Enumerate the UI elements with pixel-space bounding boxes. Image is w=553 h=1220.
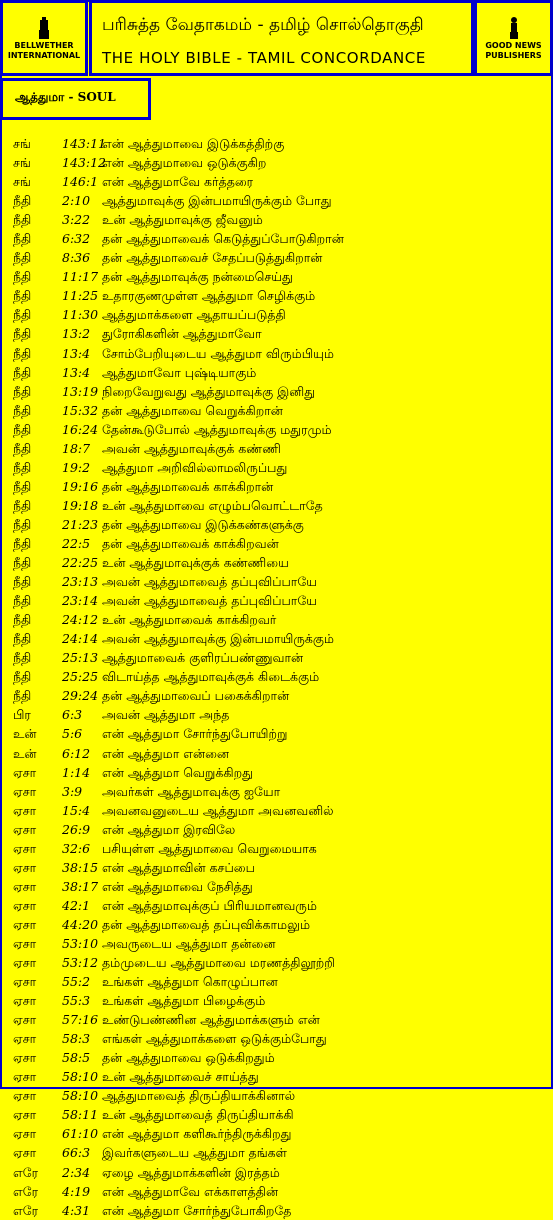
entry-text: தன் ஆத்துமாவுக்கு நன்மைசெய்து — [102, 269, 293, 285]
entry-text: உங்கள் ஆத்துமா பிழைக்கும் — [102, 993, 266, 1009]
entry-reference: 19:18 — [62, 497, 99, 513]
entry-reference: 29:24 — [62, 688, 99, 704]
entry-text: ஆத்துமாக்களை ஆதாயப்படுத்தி — [102, 307, 286, 323]
entry-text: உன் ஆத்துமாவைச் சாய்த்து — [102, 1069, 259, 1085]
entry-reference: 13:4 — [62, 345, 91, 361]
entry-reference: 13:19 — [62, 383, 99, 399]
list-item — [13, 496, 549, 515]
entry-reference: 42:1 — [62, 897, 91, 913]
entry-book: ஏசா — [13, 1069, 37, 1085]
entry-text: என் ஆத்துமாவே கர்த்தரை — [102, 174, 254, 190]
entry-book: நீதி — [13, 631, 32, 647]
entry-book: ஏசா — [13, 1012, 37, 1028]
entry-text: ஏழை ஆத்துமாக்களின் இரத்தம் — [102, 1164, 280, 1180]
entry-reference: 44:20 — [62, 916, 99, 932]
entry-text: ஆத்துமாவுக்கு இன்பமாயிருக்கும் போது — [102, 193, 332, 209]
list-item — [13, 686, 549, 705]
list-item — [13, 1124, 549, 1143]
entry-book: எரே — [13, 1164, 39, 1180]
entry-text: தன் ஆத்துமாவைச் சேதப்படுத்துகிறான் — [102, 250, 323, 266]
entry-book: நீதி — [13, 574, 32, 590]
entry-reference: 55:2 — [62, 974, 91, 990]
entry-book: நீதி — [13, 688, 32, 704]
entry-book: ஏசா — [13, 935, 37, 951]
list-item — [13, 744, 549, 763]
entry-text: தேன்கூடுபோல் ஆத்துமாவுக்கு மதுரமும் — [102, 421, 332, 437]
entry-reference: 58:3 — [62, 1031, 91, 1047]
list-item — [13, 344, 549, 363]
list-item — [13, 305, 549, 324]
list-item — [13, 1010, 549, 1029]
good-news-logo-text: GOOD NEWS PUBLISHERS — [485, 41, 542, 60]
list-item — [13, 629, 549, 648]
list-item — [13, 134, 549, 153]
entry-book: ஏசா — [13, 1107, 37, 1123]
entry-reference: 6:12 — [62, 745, 91, 761]
list-item — [13, 439, 549, 458]
entry-book: நீதி — [13, 497, 32, 513]
concordance-list — [13, 134, 549, 1220]
entry-reference: 38:17 — [62, 878, 99, 894]
entry-text: என் ஆத்துமாவே எக்காளத்தின் — [102, 1183, 279, 1199]
entry-text: அவன் ஆத்துமாவைத் தப்புவிப்பாயே — [102, 574, 317, 590]
entry-reference: 23:14 — [62, 593, 99, 609]
entry-text: விடாய்த்த ஆத்துமாவுக்குக் கிடைக்கும் — [102, 669, 320, 685]
list-item — [13, 991, 549, 1010]
entry-text: தன் ஆத்துமாவைக் காக்கிறான் — [102, 478, 274, 494]
entry-reference: 146:1 — [62, 174, 99, 190]
entry-text: ஆத்துமாவைத் திருப்தியாக்கினால் — [102, 1088, 296, 1104]
list-item — [13, 286, 549, 305]
list-item — [13, 591, 549, 610]
list-item — [13, 858, 549, 877]
entry-book: நீதி — [13, 402, 32, 418]
entry-reference: 22:25 — [62, 555, 99, 571]
list-item — [13, 248, 549, 267]
entry-book: ஏசா — [13, 955, 37, 971]
list-item — [13, 153, 549, 172]
entry-book: ஏசா — [13, 974, 37, 990]
entry-text: அவர்கள் ஆத்துமாவுக்கு ஐயோ — [102, 783, 281, 799]
list-item — [13, 1143, 549, 1162]
entry-reference: 25:25 — [62, 669, 99, 685]
entry-reference: 24:14 — [62, 631, 99, 647]
list-item — [13, 172, 549, 191]
list-item — [13, 877, 549, 896]
entry-book: ஏசா — [13, 897, 37, 913]
list-item — [13, 1182, 549, 1201]
list-item — [13, 820, 549, 839]
entry-reference: 19:16 — [62, 478, 99, 494]
word-heading-box — [0, 78, 151, 120]
good-news-logo — [477, 17, 550, 61]
entry-book: நீதி — [13, 250, 32, 266]
entry-text: உங்கள் ஆத்துமா கொழுப்பான — [102, 974, 278, 990]
list-item — [13, 324, 549, 343]
list-item — [13, 1105, 549, 1124]
entry-text: எங்கள் ஆத்துமாக்களை ஒடுக்கும்போது — [102, 1031, 327, 1047]
entry-book: நீதி — [13, 593, 32, 609]
entry-reference: 58:11 — [62, 1107, 99, 1123]
entry-text: தன் ஆத்துமாவை ஒடுக்கிறதும் — [102, 1050, 275, 1066]
entry-text: என் ஆத்துமா களிகூர்ந்திருக்கிறது — [102, 1126, 292, 1142]
entry-book: உன் — [13, 726, 37, 742]
entry-book: நீதி — [13, 612, 32, 628]
list-item — [13, 705, 549, 724]
entry-reference: 2:34 — [62, 1164, 91, 1180]
list-item — [13, 534, 549, 553]
entry-reference: 21:23 — [62, 516, 99, 532]
entry-text: தன் ஆத்துமாவை இடுக்கண்களுக்கு — [102, 516, 304, 532]
entry-reference: 24:12 — [62, 612, 99, 628]
entry-text: உன் ஆத்துமாவைத் திருப்தியாக்கி — [102, 1107, 294, 1123]
good-news-icon — [508, 17, 520, 39]
entry-text: என் ஆத்துமாவை நேசித்து — [102, 878, 253, 894]
entry-reference: 6:32 — [62, 231, 91, 247]
entry-text: தம்முடைய ஆத்துமாவை மரணத்திலூற்றி — [102, 955, 336, 971]
list-item — [13, 953, 549, 972]
entry-reference: 19:2 — [62, 459, 91, 475]
entry-text: சோம்பேறியுடைய ஆத்துமா விரும்பியும் — [102, 345, 334, 361]
entry-book: பிர — [13, 707, 31, 723]
entry-reference: 61:10 — [62, 1126, 99, 1142]
entry-book: நீதி — [13, 193, 32, 209]
word-heading: ஆத்துமா - SOUL — [15, 90, 116, 104]
entry-text: நிறைவேறுவது ஆத்துமாவுக்கு இனிது — [102, 383, 316, 399]
entry-book: நீதி — [13, 421, 32, 437]
entry-text: அவன் ஆத்துமா அந்த — [102, 707, 230, 723]
entry-book: ஏசா — [13, 802, 37, 818]
entry-reference: 15:4 — [62, 802, 91, 818]
entry-book: நீதி — [13, 555, 32, 571]
entry-book: ஏசா — [13, 1088, 37, 1104]
entry-reference: 1:14 — [62, 764, 91, 780]
entry-book: நீதி — [13, 516, 32, 532]
entry-reference: 58:10 — [62, 1069, 99, 1085]
entry-book: ஏசா — [13, 993, 37, 1009]
entry-book: நீதி — [13, 231, 32, 247]
list-item — [13, 972, 549, 991]
entry-book: ஏசா — [13, 1126, 37, 1142]
bellwether-icon — [38, 17, 50, 39]
entry-book: ஏசா — [13, 783, 37, 799]
entry-reference: 4:19 — [62, 1183, 91, 1199]
entry-book: நீதி — [13, 326, 32, 342]
entry-reference: 11:30 — [62, 307, 99, 323]
list-item — [13, 1163, 549, 1182]
entry-text: அவன் ஆத்துமாவுக்கு இன்பமாயிருக்கும் — [102, 631, 334, 647]
entry-text: ஆத்துமாவோ புஷ்டியாகும் — [102, 364, 257, 380]
entry-text: என் ஆத்துமாவின் கசப்பை — [102, 859, 255, 875]
list-item — [13, 477, 549, 496]
list-item — [13, 210, 549, 229]
entry-text: என் ஆத்துமா சோர்ந்துபோயிற்று — [102, 726, 288, 742]
entry-book: நீதி — [13, 440, 32, 456]
entry-reference: 53:10 — [62, 935, 99, 951]
list-item — [13, 1029, 549, 1048]
list-item — [13, 363, 549, 382]
entry-reference: 38:15 — [62, 859, 99, 875]
title-tamil: பரிசுத்த வேதாகமம் - தமிழ் சொல்தொகுதி — [102, 15, 424, 35]
list-item — [13, 801, 549, 820]
entry-reference: 23:13 — [62, 574, 99, 590]
entry-book: நீதி — [13, 535, 32, 551]
entry-reference: 57:16 — [62, 1012, 99, 1028]
entry-reference: 22:5 — [62, 535, 91, 551]
entry-reference: 53:12 — [62, 955, 99, 971]
entry-text: அவன் ஆத்துமாவைத் தப்புவிப்பாயே — [102, 593, 317, 609]
entry-text: துரோகிகளின் ஆத்துமாவோ — [102, 326, 262, 342]
entry-reference: 2:10 — [62, 193, 91, 209]
list-item — [13, 724, 549, 743]
entry-book: ஏசா — [13, 821, 37, 837]
entry-book: சங் — [13, 136, 31, 151]
entry-reference: 58:5 — [62, 1050, 91, 1066]
entry-text: தன் ஆத்துமாவைக் காக்கிறவன் — [102, 535, 279, 551]
list-item — [13, 934, 549, 953]
entry-book: ஏசா — [13, 916, 37, 932]
entry-text: தன் ஆத்துமாவைத் தப்புவிக்காமலும் — [102, 916, 311, 932]
entry-text: உதாரகுணமுள்ள ஆத்துமா செழிக்கும் — [102, 288, 316, 304]
entry-text: என் ஆத்துமாவை இடுக்கத்திற்கு — [102, 136, 285, 151]
entry-book: நீதி — [13, 288, 32, 304]
good-news-logo-box — [474, 0, 553, 76]
entry-text: உன் ஆத்துமாவுக்குக் கண்ணியை — [102, 555, 289, 571]
entry-reference: 16:24 — [62, 421, 99, 437]
entry-reference: 55:3 — [62, 993, 91, 1009]
entry-book: ஏசா — [13, 859, 37, 875]
list-item — [13, 782, 549, 801]
entry-reference: 26:9 — [62, 821, 91, 837]
bellwether-logo — [3, 17, 85, 61]
entry-text: என் ஆத்துமா வெறுக்கிறது — [102, 764, 253, 780]
entry-text: தன் ஆத்துமாவைக் கெடுத்துப்போடுகிறான் — [102, 231, 344, 247]
list-item — [13, 648, 549, 667]
entry-reference: 6:3 — [62, 707, 83, 723]
entry-reference: 11:25 — [62, 288, 99, 304]
entry-text: உன் ஆத்துமாவைக் காக்கிறவர் — [102, 612, 277, 628]
entry-reference: 5:6 — [62, 726, 83, 742]
list-item — [13, 610, 549, 629]
entry-book: சங் — [13, 174, 31, 190]
list-item — [13, 839, 549, 858]
entry-book: நீதி — [13, 669, 32, 685]
entry-reference: 143:12 — [62, 155, 106, 171]
entry-reference: 15:32 — [62, 402, 99, 418]
title-box — [89, 0, 474, 76]
list-item — [13, 667, 549, 686]
list-item — [13, 458, 549, 477]
entry-text: உண்டுபண்ணின ஆத்துமாக்களும் என் — [102, 1012, 320, 1028]
bellwether-logo-text: BELLWETHER INTERNATIONAL — [7, 41, 81, 60]
entry-book: ஏசா — [13, 878, 37, 894]
entry-text: அவன் ஆத்துமாவுக்குக் கண்ணி — [102, 440, 281, 456]
entry-text: அவருடைய ஆத்துமா தன்னை — [102, 935, 276, 951]
entry-reference: 3:9 — [62, 783, 83, 799]
entry-book: நீதி — [13, 345, 32, 361]
entry-book: எரே — [13, 1183, 39, 1199]
entry-book: ஏசா — [13, 1031, 37, 1047]
entry-book: ஏசா — [13, 1050, 37, 1066]
list-item — [13, 1201, 549, 1220]
entry-text: என் ஆத்துமா சோர்ந்துபோகிறதே — [102, 1202, 292, 1218]
list-item — [13, 1086, 549, 1105]
entry-text: தன் ஆத்துமாவை வெறுக்கிறான் — [102, 402, 283, 418]
entry-book: நீதி — [13, 307, 32, 323]
entry-reference: 8:36 — [62, 250, 91, 266]
list-item — [13, 1067, 549, 1086]
entry-book: எரே — [13, 1202, 39, 1218]
entry-book: உன் — [13, 745, 37, 761]
list-item — [13, 553, 549, 572]
list-item — [13, 915, 549, 934]
bellwether-logo-box — [0, 0, 88, 76]
entry-reference: 143:11 — [62, 136, 106, 151]
entry-book: ஏசா — [13, 840, 37, 856]
list-item — [13, 420, 549, 439]
entry-text: பசியுள்ள ஆத்துமாவை வெறுமையாக — [102, 840, 317, 856]
entry-reference: 58:10 — [62, 1088, 99, 1104]
list-item — [13, 515, 549, 534]
list-item — [13, 896, 549, 915]
list-item — [13, 229, 549, 248]
entry-text: ஆத்துமாவைக் குளிரப்பண்ணுவான் — [102, 650, 304, 666]
entry-text: உன் ஆத்துமாவுக்கு ஜீவனும் — [102, 212, 263, 228]
entry-reference: 13:4 — [62, 364, 91, 380]
entry-reference: 66:3 — [62, 1145, 91, 1161]
entry-reference: 32:6 — [62, 840, 91, 856]
entry-book: நீதி — [13, 212, 32, 228]
entry-reference: 11:17 — [62, 269, 99, 285]
entry-book: நீதி — [13, 650, 32, 666]
entry-text: உன் ஆத்துமாவை எழும்பவொட்டாதே — [102, 497, 323, 513]
entry-reference: 13:2 — [62, 326, 91, 342]
entry-book: நீதி — [13, 383, 32, 399]
entry-text: அவனவனுடைய ஆத்துமா அவனவனில் — [102, 802, 334, 818]
entry-book: ஏசா — [13, 764, 37, 780]
entry-reference: 4:31 — [62, 1202, 91, 1218]
list-item — [13, 763, 549, 782]
entry-book: நீதி — [13, 364, 32, 380]
entry-text: தன் ஆத்துமாவைப் பகைக்கிறான் — [102, 688, 290, 704]
entry-book: நீதி — [13, 459, 32, 475]
entry-reference: 3:22 — [62, 212, 91, 228]
entry-book: நீதி — [13, 269, 32, 285]
entry-text: என் ஆத்துமா என்னை — [102, 745, 230, 761]
entry-reference: 25:13 — [62, 650, 99, 666]
entry-text: ஆத்துமா அறிவில்லாமலிருப்பது — [102, 459, 288, 475]
entry-text: இவர்களுடைய ஆத்துமா தங்கள் — [102, 1145, 287, 1161]
entry-book: சங் — [13, 155, 31, 171]
entry-reference: 18:7 — [62, 440, 91, 456]
list-item — [13, 382, 549, 401]
list-item — [13, 1048, 549, 1067]
list-item — [13, 401, 549, 420]
entry-text: என் ஆத்துமா இரவிலே — [102, 821, 236, 837]
list-item — [13, 267, 549, 286]
entry-text: என் ஆத்துமாவுக்குப் பிரியமானவரும் — [102, 897, 317, 913]
list-item — [13, 572, 549, 591]
entry-text: என் ஆத்துமாவை ஒடுக்குகிற — [102, 155, 267, 171]
title-english: THE HOLY BIBLE - TAMIL CONCORDANCE — [102, 49, 426, 67]
entry-book: நீதி — [13, 478, 32, 494]
entry-book: ஏசா — [13, 1145, 37, 1161]
list-item — [13, 191, 549, 210]
